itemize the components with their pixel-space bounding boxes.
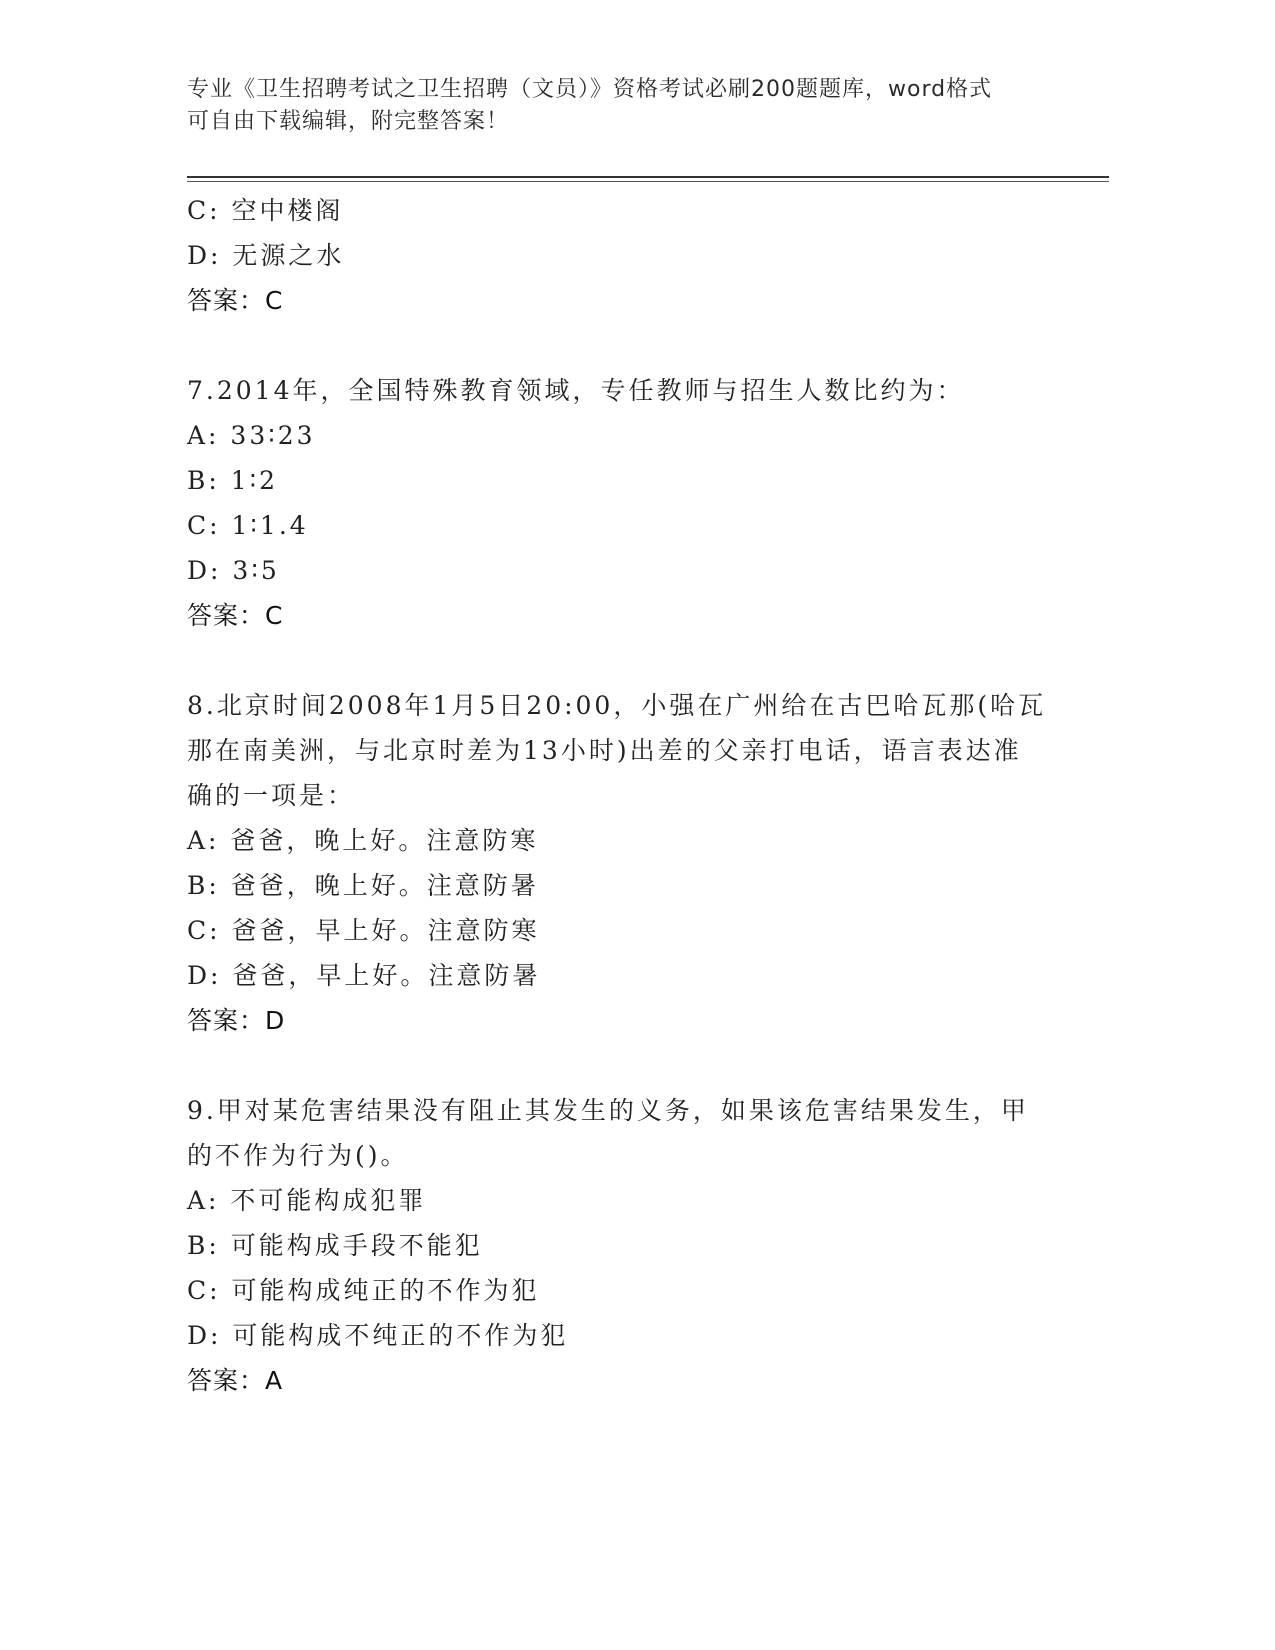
previous-question-tail bbox=[187, 188, 1087, 323]
option-b: B: 1∶2 bbox=[187, 466, 279, 495]
option-a: A: 33∶23 bbox=[187, 421, 316, 450]
question-7 bbox=[187, 368, 1087, 638]
answer-line: 答案：D bbox=[187, 1006, 286, 1035]
option-d: D: 无源之水 bbox=[187, 241, 345, 270]
header-divider-thin bbox=[187, 181, 1109, 182]
option-d: D: 可能构成不纯正的不作为犯 bbox=[187, 1321, 569, 1350]
question-text bbox=[187, 683, 1087, 818]
answer-line: 答案：C bbox=[187, 286, 284, 315]
option-c: C: 可能构成纯正的不作为犯 bbox=[187, 1276, 540, 1305]
question-text-line: 那在南美洲，与北京时差为13小时)出差的父亲打电话，语言表达准 bbox=[187, 736, 1022, 765]
option-c: C: 1∶1.4 bbox=[187, 511, 309, 540]
option-c: C: 空中楼阁 bbox=[187, 196, 344, 225]
question-text-line: 7.2014年，全国特殊教育领域，专任教师与招生人数比约为： bbox=[187, 376, 965, 405]
question-text-line: 8.北京时间2008年1月5日20:00，小强在广州给在古巴哈瓦那(哈瓦 bbox=[187, 691, 1047, 720]
header-line-2: 可自由下载编辑，附完整答案！ bbox=[187, 109, 510, 134]
question-text bbox=[187, 368, 1087, 413]
header-divider-thick bbox=[187, 176, 1109, 178]
question-spacer bbox=[187, 638, 1087, 683]
header-line-1: 专业《卫生招聘考试之卫生招聘（文员）》资格考试必刷200题题库，word格式 bbox=[187, 77, 993, 102]
option-a: A: 爸爸，晚上好。注意防寒 bbox=[187, 826, 539, 855]
option-b: B: 爸爸，晚上好。注意防暑 bbox=[187, 871, 539, 900]
option-c: C: 爸爸，早上好。注意防寒 bbox=[187, 916, 540, 945]
option-a: A: 不可能构成犯罪 bbox=[187, 1186, 427, 1215]
answer-line: 答案：A bbox=[187, 1366, 284, 1395]
document-header bbox=[187, 74, 1087, 138]
option-d: D: 3∶5 bbox=[187, 556, 280, 585]
question-list bbox=[187, 188, 1087, 1403]
question-8 bbox=[187, 683, 1087, 1043]
question-text-line: 确的一项是： bbox=[187, 781, 356, 810]
answer-line: 答案：C bbox=[187, 601, 284, 630]
question-text-line: 9.甲对某危害结果没有阻止其发生的义务，如果该危害结果发生，甲 bbox=[187, 1096, 1029, 1125]
question-text bbox=[187, 1088, 1087, 1178]
question-spacer bbox=[187, 323, 1087, 368]
option-b: B: 可能构成手段不能犯 bbox=[187, 1231, 483, 1260]
question-text-line: 的不作为行为()。 bbox=[187, 1141, 409, 1170]
option-d: D: 爸爸，早上好。注意防暑 bbox=[187, 961, 541, 990]
question-9 bbox=[187, 1088, 1087, 1403]
question-spacer bbox=[187, 1043, 1087, 1088]
